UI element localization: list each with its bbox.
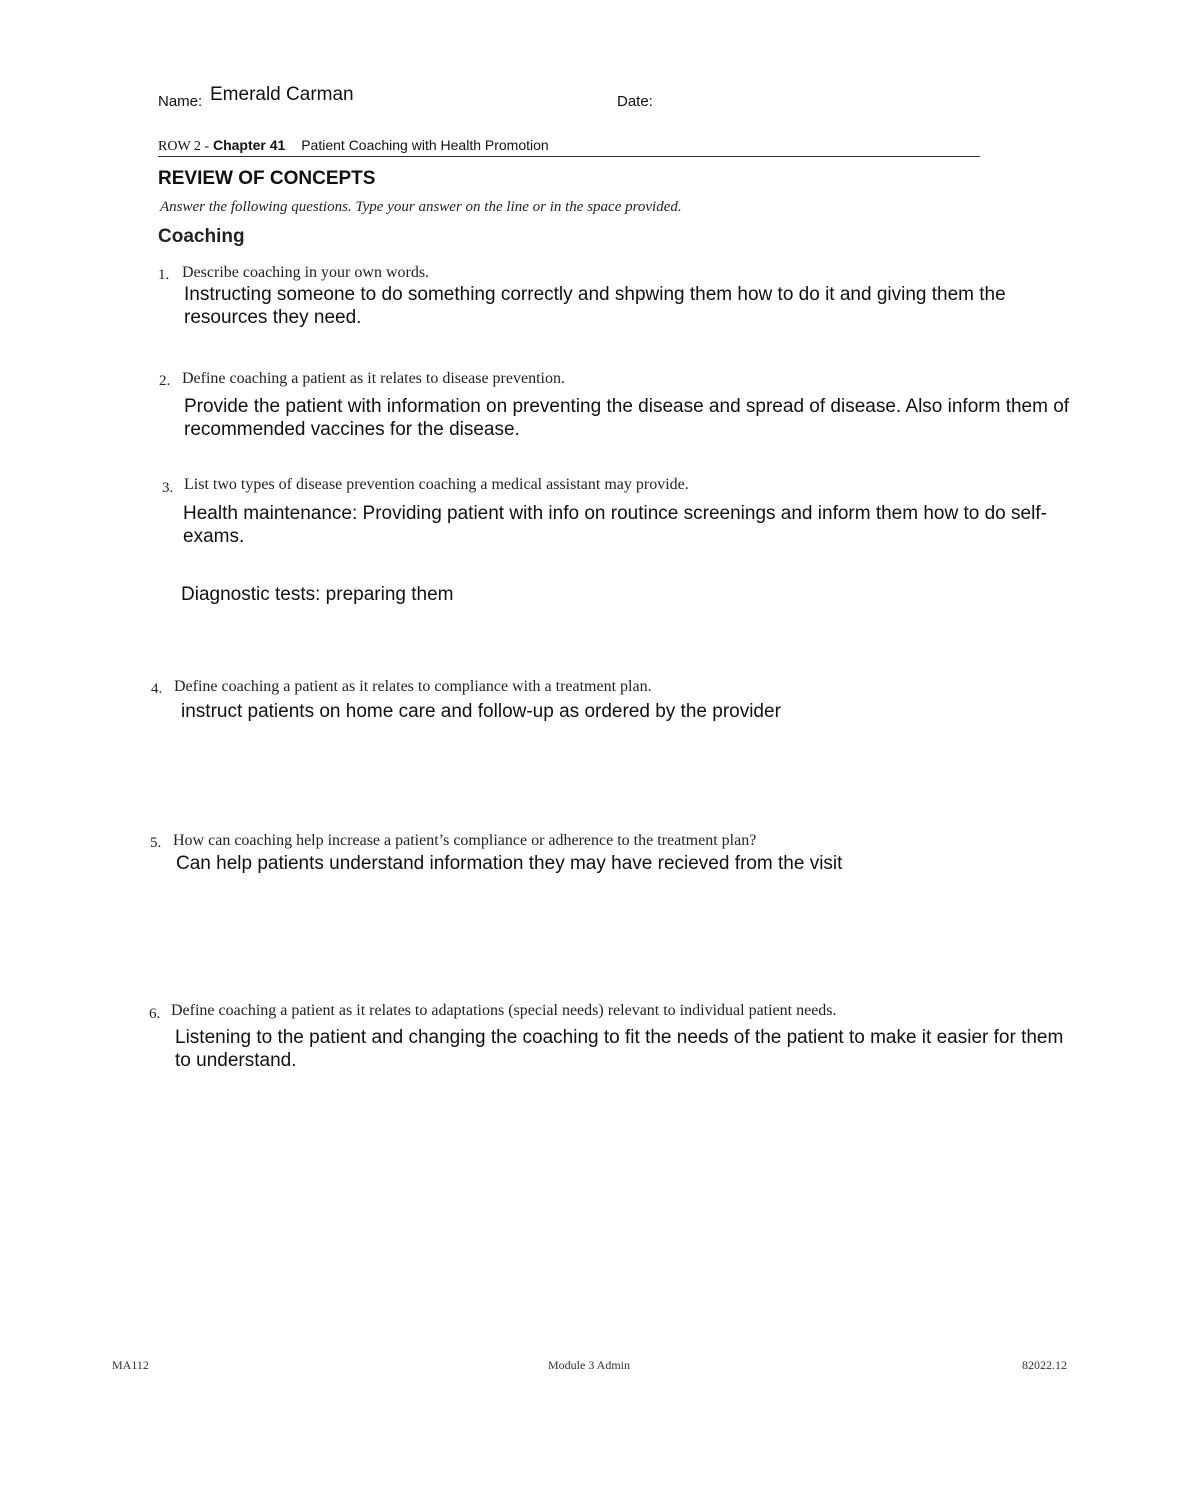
question-text: List two types of disease prevention coaching a medical assistant may provide. [184, 476, 689, 493]
chapter-header [158, 137, 549, 155]
question-text: Describe coaching in your own words. [182, 264, 430, 281]
row-label: ROW 2 - [158, 139, 210, 154]
question-number: 3. [162, 480, 174, 496]
answer-field[interactable]: Health maintenance: Providing patient with info on routince screenings and inform them how to do self-exams. [183, 503, 1047, 547]
footer-module: Module 3 Admin [548, 1358, 631, 1372]
answer-field[interactable]: Listening to the patient and changing the coaching to fit the needs of the patient to make it easier for them to understand. [175, 1027, 1064, 1071]
question-number: 6. [149, 1006, 161, 1022]
answer-field[interactable]: instruct patients on home care and follow-up as ordered by the provider [181, 701, 781, 722]
question-number: 2. [159, 373, 171, 389]
question-text: Define coaching a patient as it relates to disease prevention. [182, 370, 565, 387]
subsection-title: Coaching [158, 226, 245, 247]
name-label: Name: [158, 93, 203, 110]
answer-field[interactable]: Provide the patient with information on preventing the disease and spread of disease. Also inform them of recommended vaccines for the disease. [184, 396, 1070, 440]
question-text: How can coaching help increase a patient’s compliance or adherence to the treatment plan? [173, 832, 757, 849]
date-label: Date: [617, 93, 653, 110]
question-number: 1. [158, 267, 170, 283]
name-field[interactable]: Emerald Carman [210, 84, 354, 105]
section-title: REVIEW OF CONCEPTS [158, 168, 376, 189]
footer-course: MA112 [112, 1358, 149, 1372]
question-text: Define coaching a patient as it relates to compliance with a treatment plan. [174, 678, 652, 695]
answer-field[interactable]: Instructing someone to do something correctly and shpwing them how to do it and giving them the resources they need. [184, 284, 1006, 328]
chapter-label: Chapter 41 [212, 137, 286, 153]
answer-field[interactable]: Can help patients understand information they may have recieved from the visit [176, 853, 843, 874]
header-divider [158, 156, 980, 157]
question-number: 5. [150, 835, 162, 851]
answer-field[interactable]: Diagnostic tests: preparing them [181, 584, 454, 605]
footer-version: 82022.12 [1022, 1358, 1067, 1372]
question-number: 4. [151, 681, 163, 697]
question-text: Define coaching a patient as it relates to adaptations (special needs) relevant to individual patient needs. [171, 1002, 837, 1019]
instructions: Answer the following questions. Type your answer on the line or in the space provided. [160, 199, 682, 215]
chapter-title: Patient Coaching with Health Promotion [301, 137, 549, 153]
